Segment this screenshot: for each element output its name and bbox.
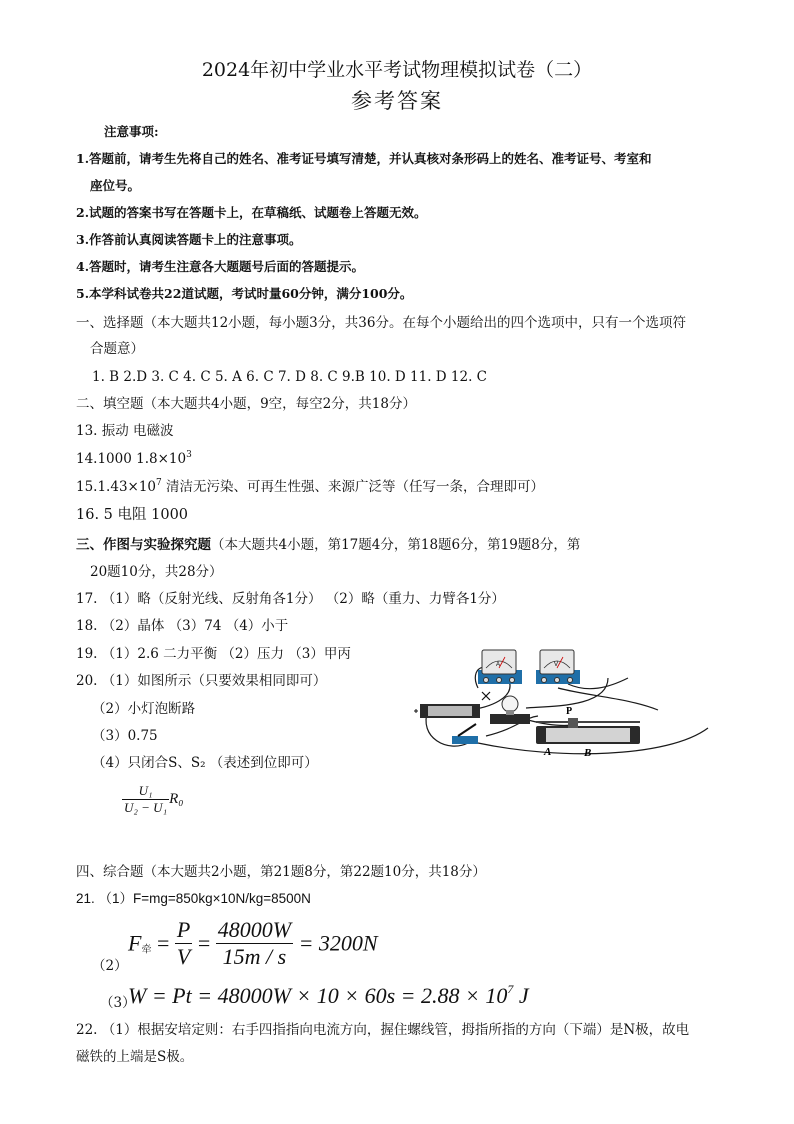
answer-22-line2: 磁铁的上端是S极。: [76, 1049, 194, 1065]
eq-lhs-sub: 牵: [141, 944, 152, 956]
eq-fraction-2: [216, 917, 293, 970]
eq-num2: 48000W: [217, 917, 292, 942]
rheostat-icon: [536, 706, 640, 759]
answer-20-1: 20. （1）如图所示（只要效果相同即可）: [76, 673, 327, 689]
end-b-label: B: [584, 747, 592, 759]
formula-denominator: U₂ − U₁: [124, 800, 168, 815]
notice-item: 2.试题的答案书写在答题卡上，在草稿纸、试题卷上答题无效。: [76, 205, 427, 220]
ammeter-icon: [478, 650, 522, 684]
section3-heading-rest: （本大题共4小题，第17题4分，第18题6分，第19题8分，第: [211, 537, 581, 553]
ammeter-label: A: [496, 662, 501, 668]
eq3-unit: J: [513, 983, 529, 1008]
answer-17: 17. （1）略（反射光线、反射角各1分） （2）略（重力、力臂各1分）: [76, 591, 505, 607]
answer-14-exponent: 3: [186, 450, 192, 460]
eq-fraction-1: [175, 917, 192, 970]
answer-14-text: 14.1000 1.8×10: [76, 451, 187, 467]
answer-15: [76, 477, 544, 497]
section1-answers: 1. B 2.D 3. C 4. C 5. A 6. C 7. D 8. C 9.B 10. D 11. D 12. C: [92, 369, 487, 385]
eq3-exponent: 7: [507, 982, 514, 996]
eq-equals: =: [156, 930, 170, 956]
formula-tail: R₀: [169, 791, 184, 807]
answer-15-text: 15.1.43×10: [76, 479, 157, 495]
answer-20-formula: [122, 783, 183, 816]
answer-20-3: （3）0.75: [92, 728, 158, 744]
answer-15-suffix: 清洁无污染、可再生性强、来源广泛等（任写一条，合理即可）: [161, 479, 545, 495]
notice-item: 座位号。: [90, 178, 141, 193]
answer-19: 19. （1）2.6 二力平衡 （2）压力 （3）甲丙: [76, 646, 351, 662]
eq-lhs: F: [128, 930, 142, 956]
answer-21-2-label: （2）: [92, 958, 128, 974]
section2-heading: 二、填空题（本大题共4小题，9空，每空2分，共18分）: [76, 396, 416, 412]
slider-label: P: [566, 706, 573, 717]
page-subtitle: 参考答案: [351, 89, 443, 113]
voltmeter-icon: [536, 650, 580, 684]
bulb-icon: [490, 696, 530, 724]
voltmeter-label: V: [554, 662, 559, 668]
cross-mark-icon: [482, 692, 490, 700]
battery-icon: [414, 704, 480, 718]
eq-result: = 3200N: [298, 930, 378, 956]
notice-item: 5.本学科试卷共22道试题，考试时量60分钟，满分100分。: [76, 286, 413, 301]
notice-item: 1.答题前，请考生先将自己的姓名、准考证号填写清楚，并认真核对条形码上的姓名、准考证号、考室和: [76, 151, 652, 166]
eq-equals: =: [197, 930, 211, 956]
answer-20-4: （4）只闭合S、S₂ （表述到位即可）: [92, 755, 318, 771]
eq-den1: V: [176, 944, 191, 969]
section1-heading: 一、选择题（本大题共12小题，每小题3分，共36分。在每个小题给出的四个选项中，只有一个选项符: [76, 315, 686, 331]
answer-21-1: 21. （1）F=mg=850kg×10N/kg=8500N: [76, 891, 311, 906]
answer-22-line1: 22. （1）根据安培定则：右手四指指向电流方向，握住螺线管，拇指所指的方向（下端）是N极，故电: [76, 1022, 690, 1038]
section3-heading-cont: 20题10分，共28分）: [90, 564, 223, 580]
eq3-text: W = Pt = 48000W × 10 × 60s = 2.88 × 10: [128, 983, 508, 1008]
answer-20-2: （2）小灯泡断路: [92, 701, 196, 717]
end-a-label: A: [544, 746, 552, 758]
answer-16: 16. 5 电阻 1000: [76, 507, 189, 523]
notice-item: 4.答题时，请考生注意各大题题号后面的答题提示。: [76, 259, 365, 274]
eq-num1: P: [176, 917, 191, 942]
eq-den2: 15m / s: [222, 944, 287, 969]
notice-heading: 注意事项:: [104, 124, 159, 139]
answer-14: [76, 449, 192, 469]
notice-item: 3.作答前认真阅读答题卡上的注意事项。: [76, 232, 302, 247]
answer-18: 18. （2）晶体 （3）74 （4）小于: [76, 618, 289, 634]
section3-heading: [76, 535, 580, 555]
formula-fraction: [122, 783, 169, 816]
answer-13: 13. 振动 电磁波: [76, 423, 174, 439]
page-title: 2024年初中学业水平考试物理模拟试卷（二）: [201, 59, 593, 81]
section1-heading-cont: 合题意）: [90, 341, 144, 357]
answer-21-3-label: （3）: [100, 995, 136, 1011]
answer-15-exponent: 7: [156, 478, 162, 488]
formula-numerator: U₁: [122, 783, 169, 800]
answer-21-2-equation: [128, 917, 378, 970]
section3-heading-bold: 三、作图与实验探究题: [76, 537, 211, 553]
switch-icon: [452, 724, 478, 744]
section4-heading: 四、综合题（本大题共2小题，第21题8分，第22题10分，共18分）: [76, 864, 486, 880]
circuit-diagram: [408, 648, 728, 760]
answer-21-3-equation: [128, 983, 529, 1009]
